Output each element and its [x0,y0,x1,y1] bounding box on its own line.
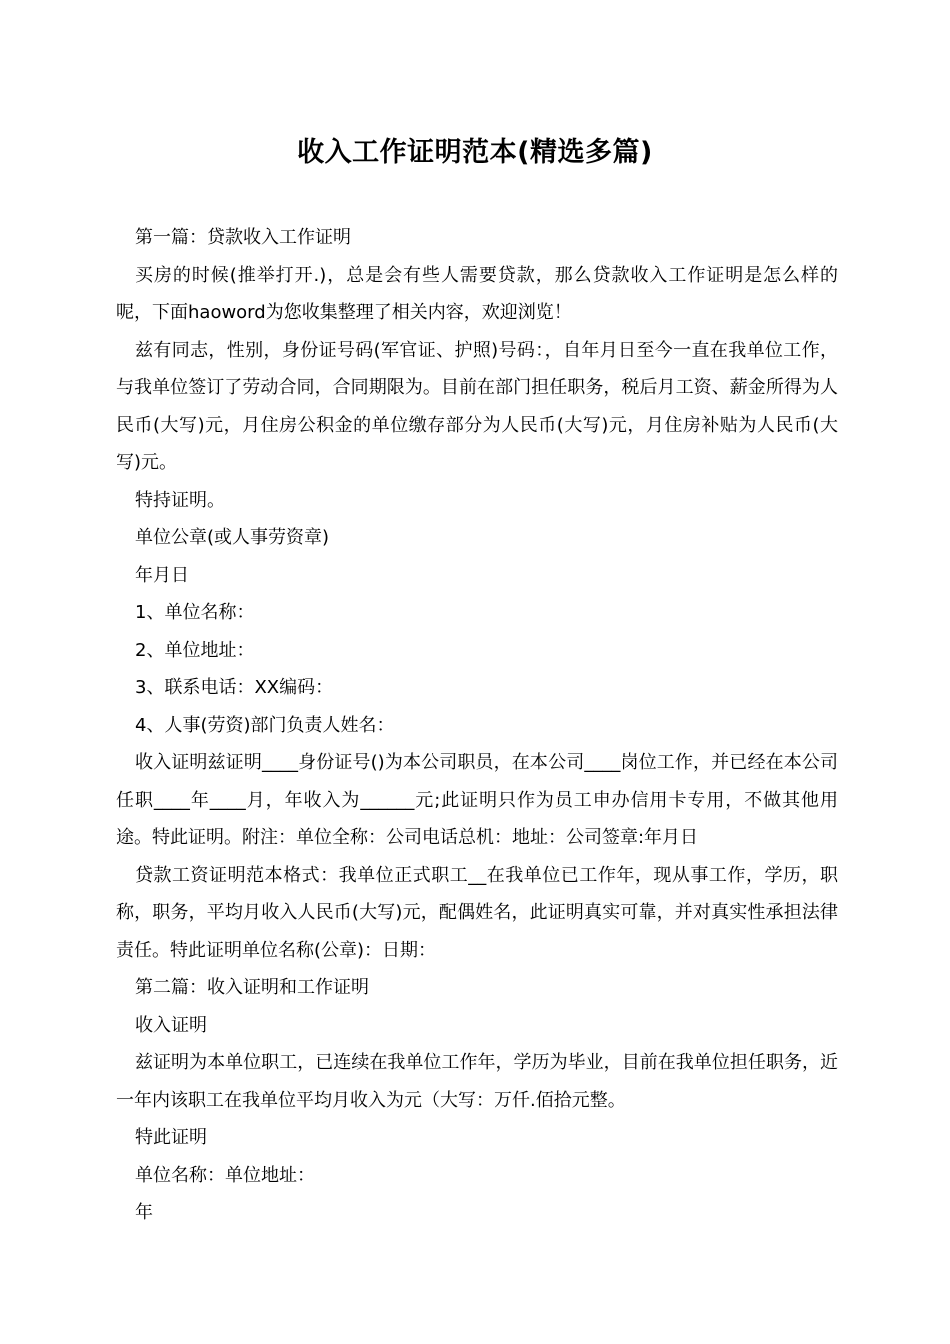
section-heading-1: 第一篇：贷款收入工作证明 [135,227,351,248]
section-heading-2: 第二篇：收入证明和工作证明 [135,977,369,998]
list-item-unit-address: 2、单位地址： [135,639,255,661]
paragraph-hereby-certify: 特持证明。 [135,489,225,511]
document-body [116,219,838,1232]
paragraph-year: 年 [135,1202,153,1223]
paragraph-intro: 买房的时候(推举打开.)，总是会有些人需要贷款，那么贷款收入工作证明是怎么样的呢，下面haoword为您收集整理了相关内容，欢迎浏览！ [116,264,838,323]
paragraph-certificate-body: 兹有同志，性别，身份证号码(军官证、护照)号码：，自年月日至今一直在我单位工作，与我单位签订了劳动合同，合同期限为。目前在部门担任职务，税后月工资、薪金所得为人民币(大写)元，月住房公积金的单位缴存部分为人民币(大写)元，月住房补贴为人民币(大写)元。 [116,339,838,473]
paragraph-income-proof-body: 兹证明为本单位职工，已连续在我单位工作年，学历为毕业，目前在我单位担任职务，近一年内该职工在我单位平均月收入为元（大写：万仟.佰拾元整。 [116,1052,838,1111]
paragraph-date: 年月日 [135,564,189,586]
paragraph-unit-seal: 单位公章(或人事劳资章) [135,527,330,548]
list-item-unit-name: 1、单位名称： [135,602,255,623]
list-item-hr-head: 4、人事(劳资)部门负责人姓名： [135,714,395,736]
paragraph-loan-salary-template: 贷款工资证明范本格式：我单位正式职工__在我单位已工作年，现从事工作，学历，职称，职务，平均月收入人民币(大写)元，配偶姓名，此证明真实可靠，并对真实性承担法律责任。特此证明单位名称(公章)：日期： [116,864,838,961]
paragraph-unit-name-address: 单位名称：单位地址： [135,1164,315,1186]
paragraph-income-proof-heading: 收入证明 [135,1014,207,1036]
list-item-contact-phone: 3、联系电话：XX编码： [135,677,334,698]
paragraph-hereby-certify-2: 特此证明 [135,1127,207,1148]
document-title: 收入工作证明范本(精选多篇) [297,137,653,168]
paragraph-income-proof-template: 收入证明兹证明____身份证号()为本公司职员，在本公司____岗位工作，并已经在本公司任职____年____月，年收入为______元;此证明只作为员工申办信用卡专用，不做其他用途。特此证明。附注：单位全称：公司电话总机：地址：公司签章:年月日 [116,752,838,848]
